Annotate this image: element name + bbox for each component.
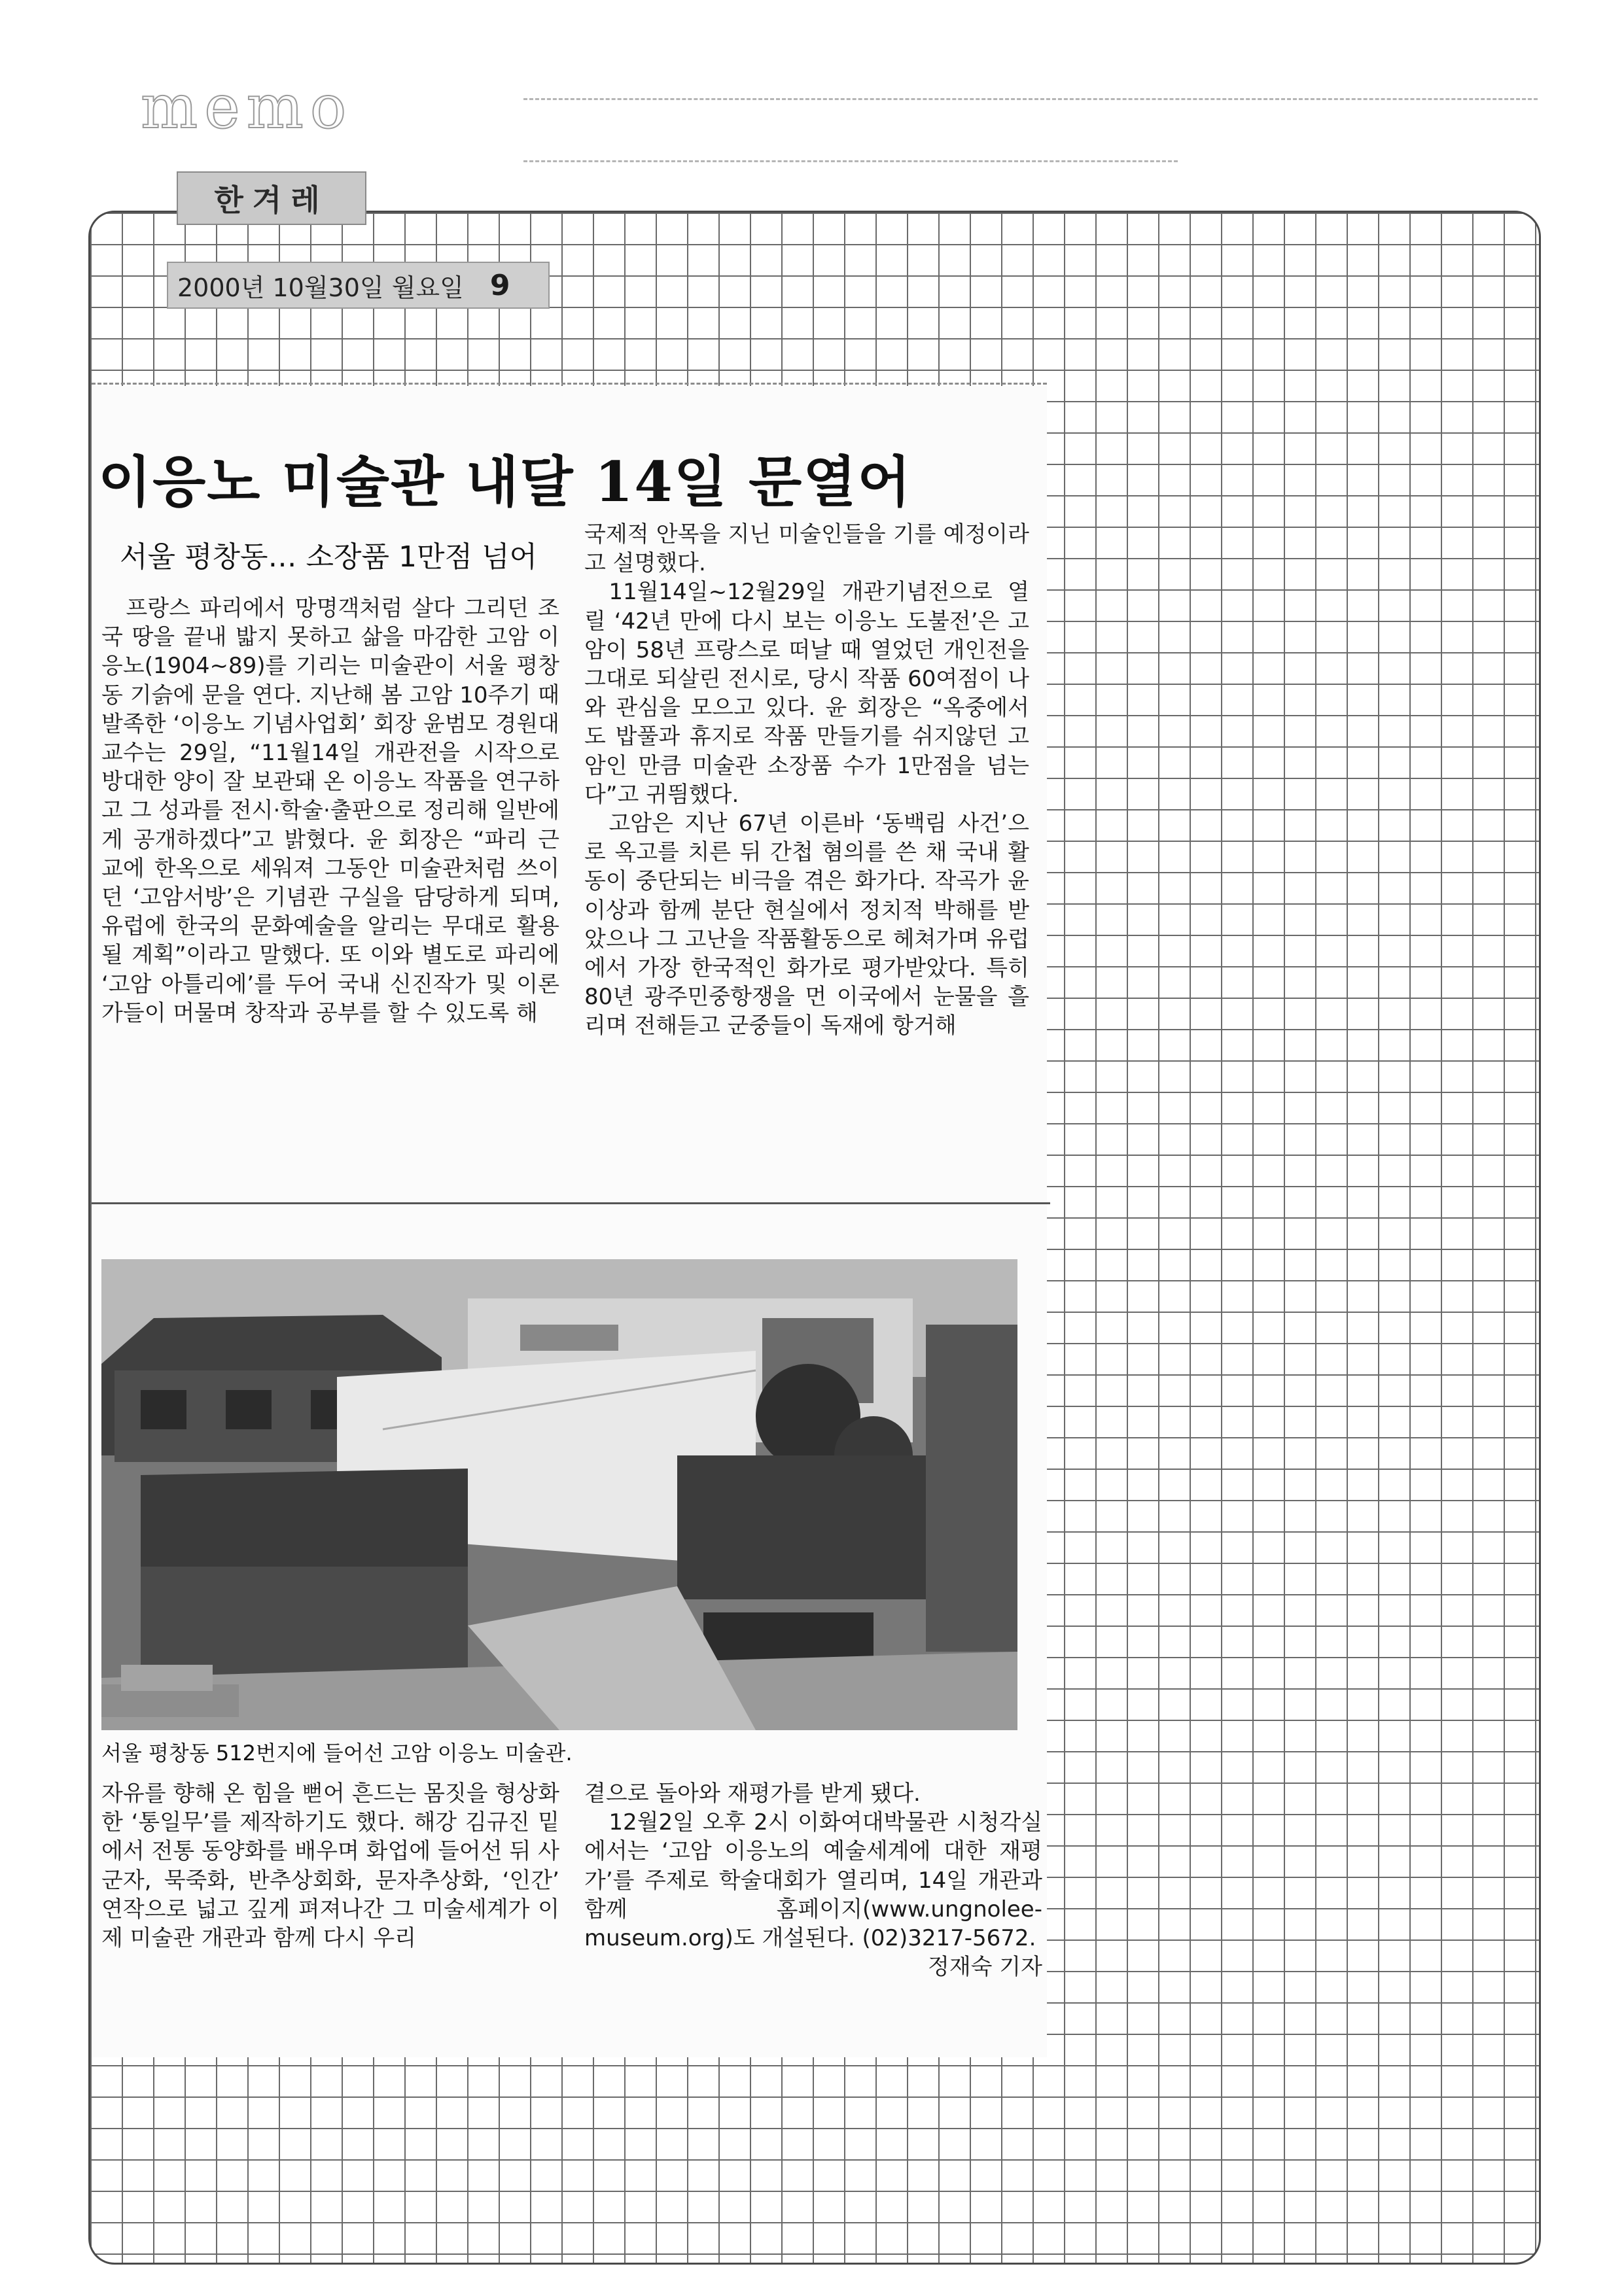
clipping-top-edge bbox=[92, 383, 1047, 385]
dateline-date: 2000년 10월30일 월요일 bbox=[177, 273, 464, 302]
article-paragraph: 고암은 지난 67년 이른바 ‘동백림 사건’으로 옥고를 치른 뒤 간첩 혐의를 쓴 채 국내 활동이 중단되는 비극을 겪은 화가다. 작곡가 윤이상과 함께 분단 현실에서 정치적 박해를 받았으나 그 고난을 작품활동으로 헤쳐가며 유럽에서 가장 한국적인 화가로 평가받았다. 특히 80년 광주민중항쟁을 먼 이국에서 눈물을 흘리며 전해듣고 군중들이 독재에 항거해 bbox=[584, 810, 1029, 1039]
article-paragraph: 프랑스 파리에서 망명객처럼 살다 그리던 조국 땅을 끝내 밟지 못하고 삶을 마감한 고암 이응노(1904~89)를 기리는 미술관이 서울 평창동 기슭에 문을 연다. 지난해 봄 고암 10주기 때 발족한 ‘이응노 기념사업회’ 회장 윤범모 경원대 교수는 29일, “11월14일 개관전을 시작으로 방대한 양이 잘 보관돼 온 이응노 작품을 연구하고 그 성과를 전시·학술·출판으로 정리해 일반에게 공개하겠다”고 밝혔다. 윤 회장은 “파리 근교에 한옥으로 세워져 그동안 미술관처럼 쓰이던 ‘고암서방’은 기념관 구실을 담당하게 되며, 유럽에 한국의 문화예술을 알리는 무대로 활용될 계획”이라고 말했다. 또 이와 별도로 파리에 ‘고암 아틀리에’를 두어 국내 신진작가 및 이론가들이 머물며 창작과 공부를 할 수 있도록 해 bbox=[101, 595, 559, 1026]
museum-building-illustration bbox=[101, 1259, 1017, 1730]
article-headline: 이응노 미술관 내달 14일 문열어 bbox=[98, 449, 912, 514]
memo-title: memo bbox=[141, 72, 353, 142]
museum-photo bbox=[101, 1259, 1017, 1730]
dateline bbox=[167, 262, 550, 309]
article-column-4 bbox=[584, 1779, 1042, 1989]
article-paragraph: 12월2일 오후 2시 이화여대박물관 시청각실에서는 ‘고암 이응노의 예술세계에 대한 재평가’를 주제로 학술대회가 열리며, 14일 개관과 함께 홈페이지(www.ungnolee-museum.org)도 개설된다. (02)3217-5672. bbox=[584, 1809, 1042, 1952]
photo-caption: 서울 평창동 512번지에 들어선 고암 이응노 미술관. bbox=[101, 1741, 573, 1765]
article-byline: 정재숙 기자 bbox=[927, 1954, 1042, 1981]
article-paragraph: 곁으로 돌아와 재평가를 받게 됐다. bbox=[584, 1781, 921, 1807]
newspaper-masthead bbox=[177, 171, 366, 225]
article-paragraph: 11월14일~12월29일 개관기념전으로 열릴 ‘42년 만에 다시 보는 이응노 도불전’은 고암이 58년 프랑스로 떠날 때 열었던 개인전을 그대로 되살린 전시로, 당시 작품 60여점이 나와 관심을 모으고 있다. 윤 회장은 “옥중에서도 밥풀과 휴지로 작품 만들기를 쉬지않던 고암인 만큼 미술관 소장품 수가 1만점을 넘는다”고 귀띔했다. bbox=[584, 579, 1029, 808]
article-subheadline: 서울 평창동… 소장품 1만점 넘어 bbox=[120, 540, 537, 574]
memo-rule-1 bbox=[523, 98, 1538, 100]
article-paragraph: 국제적 안목을 지닌 미술인들을 기를 예정이라고 설명했다. bbox=[584, 521, 1029, 577]
section-rule bbox=[92, 1202, 1050, 1204]
article-column-2 bbox=[584, 520, 1029, 1200]
article-paragraph: 자유를 향해 온 힘을 뻗어 흔드는 몸짓을 형상화한 ‘통일무’를 제작하기도 했다. 해강 김규진 밑에서 전통 동양화를 배우며 화업에 들어선 뒤 사군자, 묵죽화, 반추상회화, 문자추상화, ‘인간’ 연작으로 넓고 깊게 펴져나간 그 미술세계가 이제 미술관 개관과 함께 다시 우리 bbox=[101, 1781, 559, 1952]
memo-rule-2 bbox=[523, 160, 1178, 162]
article-column-1 bbox=[101, 594, 559, 1222]
article-column-3 bbox=[101, 1779, 559, 1989]
newspaper-name: 한겨레 bbox=[214, 183, 329, 218]
page-number: 9 bbox=[489, 268, 510, 302]
